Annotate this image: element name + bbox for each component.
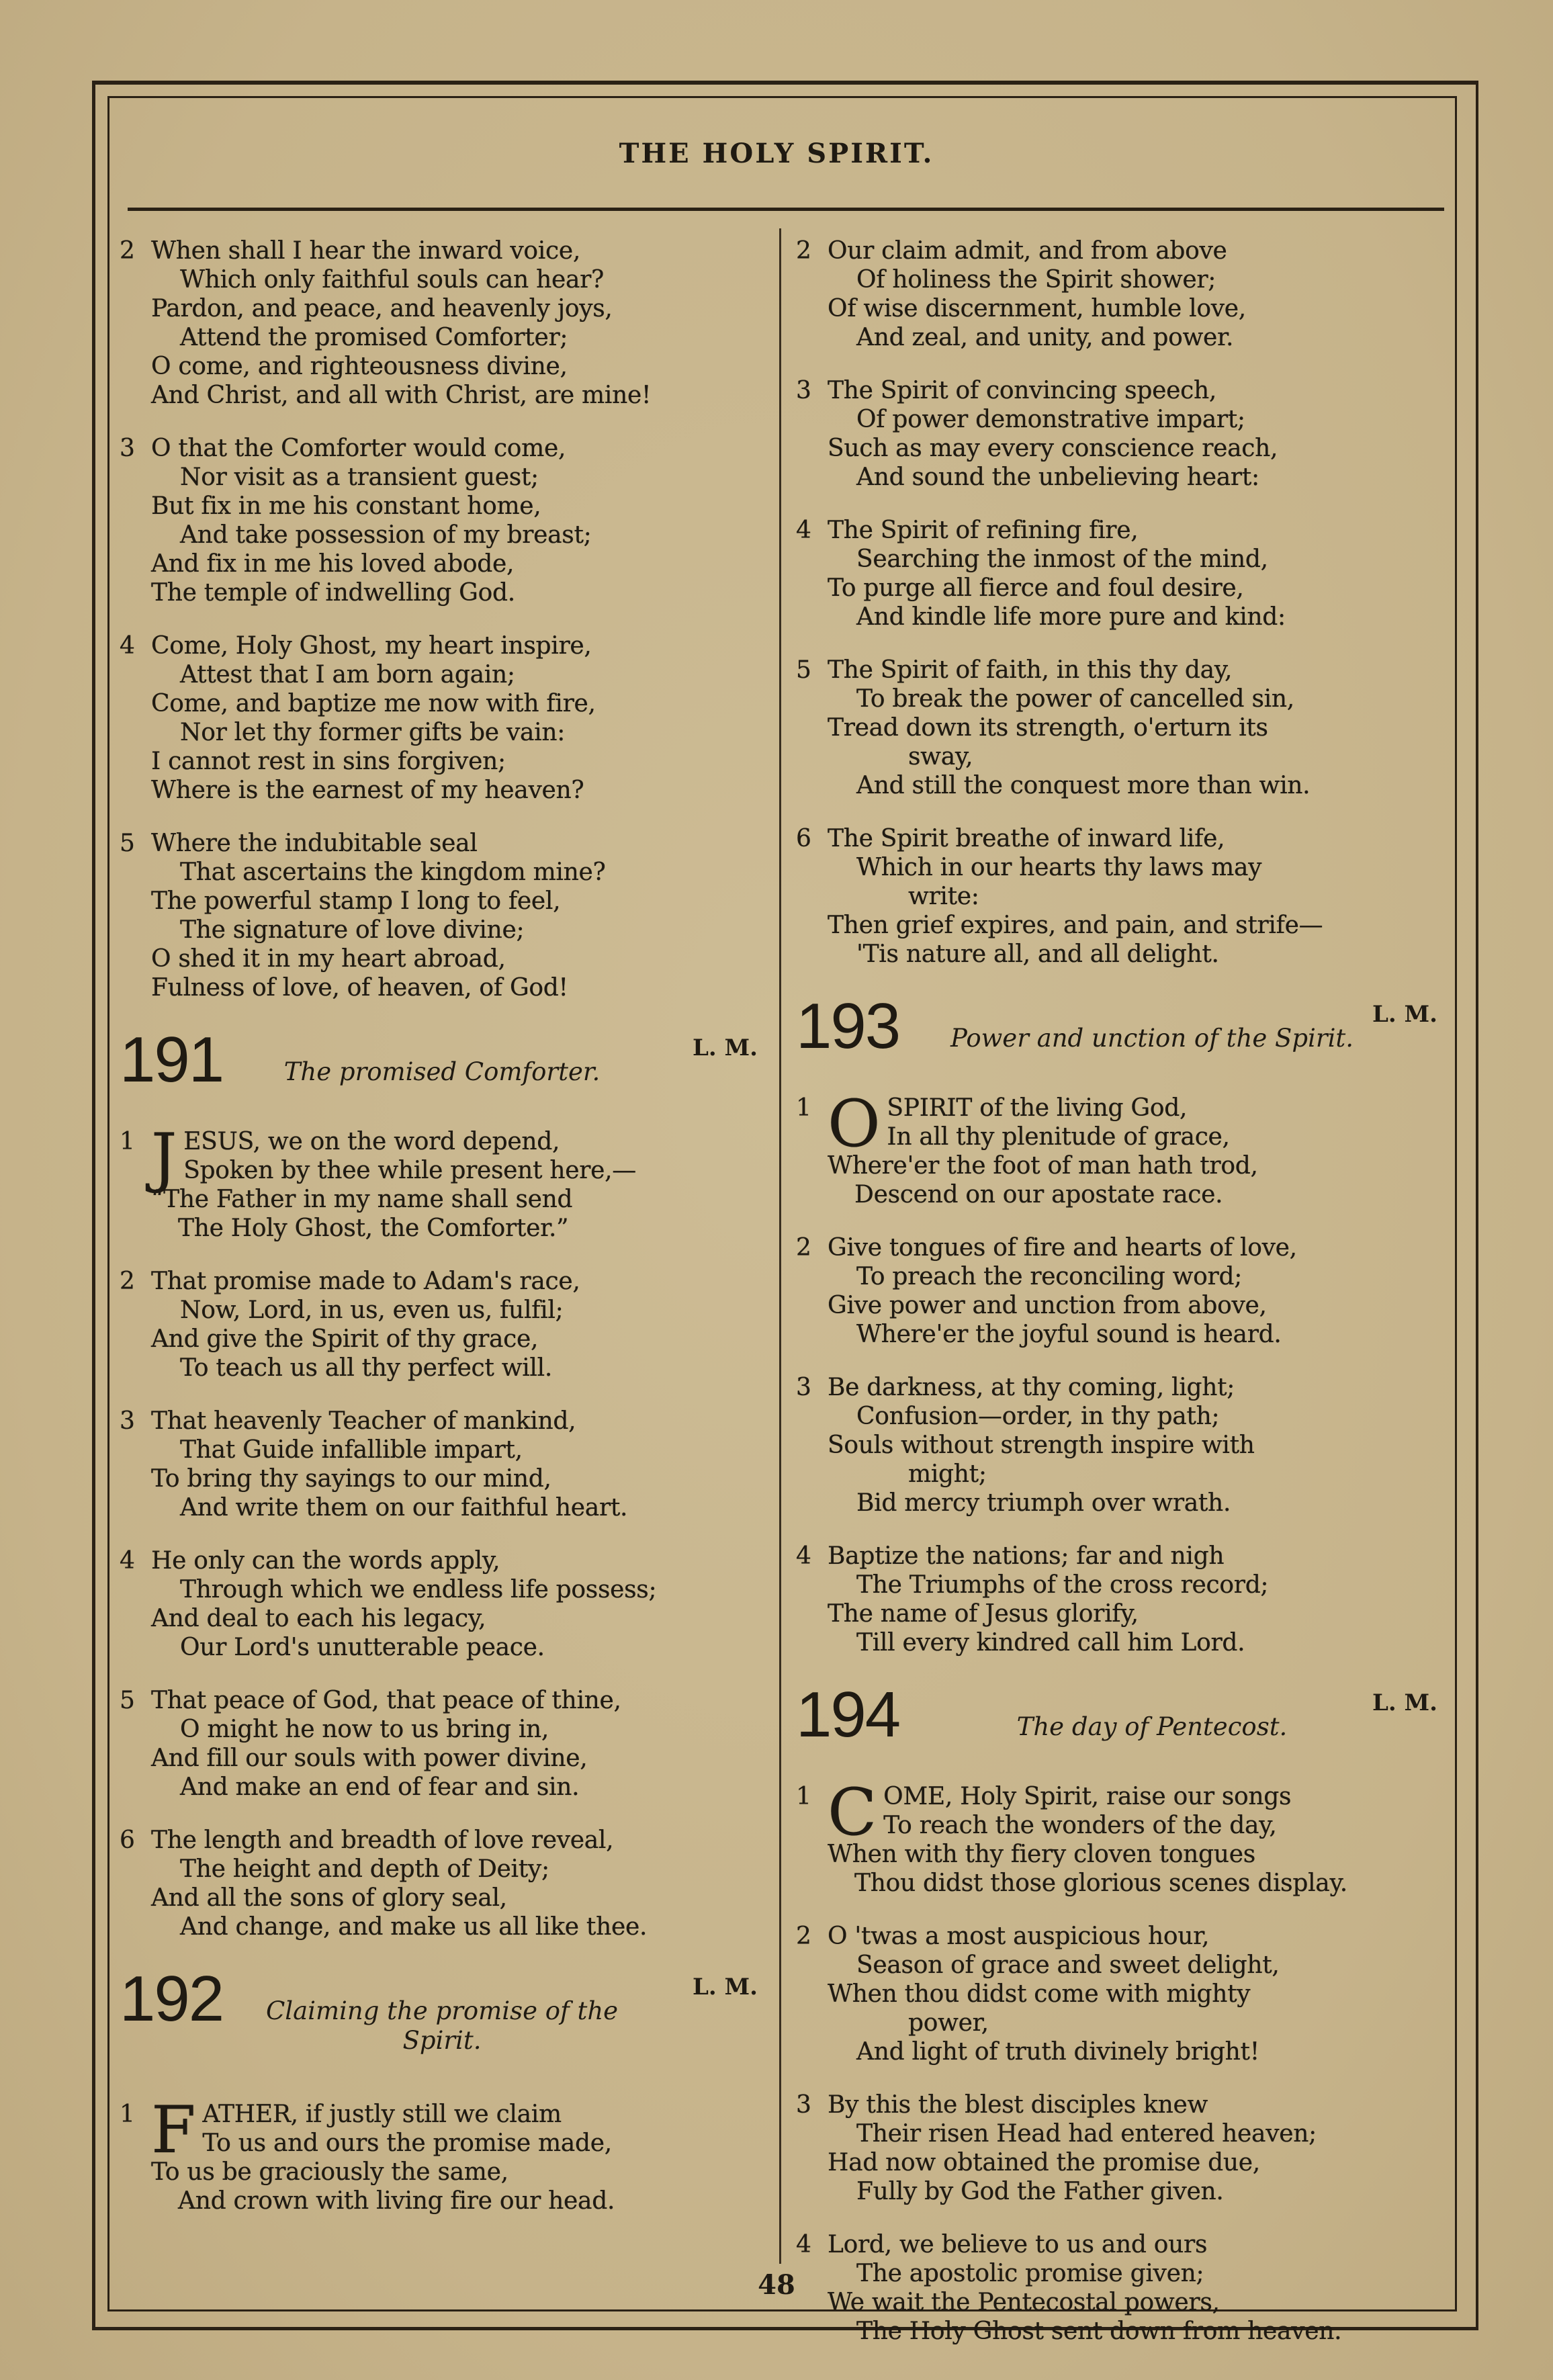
verse-line: Our Lord's unutterable peace.: [180, 1634, 545, 1661]
verse-line: Attend the promised Comforter;: [180, 324, 568, 351]
verse-line: Where the indubitable seal: [151, 830, 478, 857]
verse-line: Bid mercy triumph over wrath.: [856, 1489, 1231, 1517]
verse-line: We wait the Pentecostal powers,: [828, 2289, 1220, 2316]
verse-line: And take possession of my breast;: [180, 521, 592, 549]
verse-line: Spoken by thee while present here,—: [183, 1157, 637, 1184]
stanza: [120, 1267, 771, 1382]
verse-line: When shall I hear the inward voice,: [151, 237, 580, 265]
stanza: [796, 1233, 1451, 1349]
stanza-body: [151, 1826, 771, 1941]
verse-line: Season of grace and sweet delight,: [856, 1951, 1280, 1979]
verse-line: That peace of God, that peace of thine,: [151, 1687, 621, 1714]
stanza-body: [828, 824, 1451, 969]
hymn-title: Claiming the promise of the Spirit.: [265, 1996, 619, 2055]
stanza-number: 3: [796, 2091, 811, 2119]
verse-line: That ascertains the kingdom mine?: [180, 858, 606, 886]
verse-line: Till every kindred call him Lord.: [856, 1629, 1245, 1657]
hymn-header: [120, 1963, 771, 2100]
verse-line: The height and depth of Deity;: [180, 1855, 549, 1883]
verse-line: The length and breadth of love reveal,: [151, 1826, 614, 1854]
verse-line: The powerful stamp I long to feel,: [151, 887, 561, 915]
verse-line: Come, Holy Ghost, my heart inspire,: [151, 632, 592, 660]
stanza-body: [828, 1775, 1451, 1898]
verse-line: When with thy fiery cloven tongues: [828, 1841, 1255, 1868]
verse-line: Give tongues of fire and hearts of love,: [828, 1234, 1297, 1262]
stanza-body: [828, 376, 1451, 492]
stanza: [120, 2092, 771, 2215]
stanza-number: 1: [796, 1094, 811, 1122]
verse-line: Searching the inmost of the mind,: [856, 545, 1268, 573]
stanza: [120, 1407, 771, 1522]
stanza-body: [828, 1233, 1451, 1349]
stanza-body: [151, 1120, 771, 1243]
stanza-number: 4: [120, 1547, 135, 1575]
verse-line: And light of truth divinely bright!: [856, 2038, 1259, 2066]
hymn-number: 194: [796, 1679, 900, 1751]
verse-line: power,: [908, 2009, 989, 2037]
verse-line: And change, and make us all like thee.: [180, 1913, 648, 1941]
verse-line: Come, and baptize me now with fire,: [151, 690, 596, 717]
stanza-body: [828, 1086, 1451, 1209]
verse-line: ATHER, if justly still we claim: [202, 2101, 562, 2128]
verse-line: That promise made to Adam's race,: [151, 1268, 580, 1295]
title-rule: [128, 208, 1444, 211]
verse-line: I cannot rest in sins forgiven;: [151, 748, 506, 775]
drop-cap: O: [828, 1086, 881, 1161]
drop-cap: J: [151, 1120, 177, 1195]
verse-line: And deal to each his legacy,: [151, 1605, 486, 1632]
verse-line: And crown with living fire our head.: [178, 2187, 615, 2215]
left-column: [120, 236, 771, 2240]
verse-line: Nor let thy former gifts be vain:: [180, 719, 566, 746]
verse-line: Give power and unction from above,: [828, 1292, 1267, 1319]
verse-line: In all thy plenitude of grace,: [887, 1123, 1230, 1151]
verse-line: And fill our souls with power divine,: [151, 1745, 588, 1772]
stanza-number: 5: [120, 1687, 135, 1714]
verse-line: The Holy Ghost, the Comforter.”: [178, 1215, 569, 1242]
stanza: [796, 236, 1451, 352]
verse-line: To teach us all thy perfect will.: [180, 1354, 552, 1382]
verse-line: And all the sons of glory seal,: [151, 1884, 507, 1912]
verse-line: Lord, we believe to us and ours: [828, 2231, 1208, 2258]
right-column: [796, 236, 1451, 2370]
verse-line: Then grief expires, and pain, and strife—: [828, 912, 1323, 939]
stanza: [120, 434, 771, 607]
verse-line: Be darkness, at thy coming, light;: [828, 1374, 1235, 1401]
verse-line: The name of Jesus glorify,: [828, 1600, 1139, 1628]
stanza-body: [151, 1686, 771, 1802]
verse-line: By this the blest disciples knew: [828, 2091, 1208, 2119]
verse-line: To break the power of cancelled sin,: [856, 685, 1294, 713]
stanza: [796, 824, 1451, 969]
stanza-number: 1: [796, 1783, 811, 1810]
stanza: [796, 1373, 1451, 1517]
stanza: [796, 1086, 1451, 1209]
stanza-body: [151, 1546, 771, 1662]
stanza-body: [151, 1407, 771, 1522]
verse-line: Fulness of love, of heaven, of God!: [151, 974, 568, 1002]
verse-line: Of wise discernment, humble love,: [828, 295, 1246, 322]
stanza-number: 4: [120, 632, 135, 660]
hymn-header: [796, 990, 1451, 1094]
hymn-title: The promised Comforter.: [283, 1057, 601, 1086]
verse-line: To reach the wonders of the day,: [883, 1812, 1277, 1839]
stanza: [120, 1826, 771, 1941]
verse-line: To us be graciously the same,: [151, 2158, 508, 2186]
verse-line: sway,: [908, 743, 973, 770]
verse-line: That Guide infallible impart,: [180, 1436, 523, 1464]
verse-line: Of holiness the Spirit shower;: [856, 266, 1216, 294]
verse-line: Through which we endless life possess;: [180, 1576, 657, 1603]
verse-line: The Spirit breathe of inward life,: [828, 825, 1225, 852]
stanza: [796, 376, 1451, 492]
verse-line: Which in our hearts thy laws may: [856, 854, 1262, 881]
stanza-body: [828, 1373, 1451, 1517]
stanza-body: [828, 1542, 1451, 1657]
drop-cap: F: [151, 2092, 196, 2168]
stanza-body: [828, 516, 1451, 631]
stanza-number: 3: [120, 1407, 135, 1435]
stanza: [796, 1775, 1451, 1898]
stanza: [796, 2090, 1451, 2206]
page-title: THE HOLY SPIRIT.: [619, 138, 934, 169]
verse-line: When thou didst come with mighty: [828, 1980, 1251, 2008]
verse-line: To us and ours the promise made,: [202, 2129, 612, 2157]
verse-line: Our claim admit, and from above: [828, 237, 1227, 265]
stanza: [120, 631, 771, 805]
hymn-header: [120, 1026, 771, 1127]
verse-line: And sound the unbelieving heart:: [856, 464, 1259, 491]
drop-cap: C: [828, 1775, 877, 1850]
verse-line: Tread down its strength, o'erturn its: [828, 714, 1268, 742]
verse-line: O that the Comforter would come,: [151, 435, 566, 462]
verse-line: And fix in me his loved abode,: [151, 550, 515, 578]
stanza-number: 4: [796, 517, 811, 544]
hymn-title: Power and unction of the Spirit.: [950, 1024, 1354, 1053]
verse-line: Descend on our apostate race.: [854, 1181, 1223, 1208]
stanza: [120, 829, 771, 1002]
stanza-number: 3: [120, 435, 135, 462]
verse-line: That heavenly Teacher of mankind,: [151, 1407, 576, 1435]
hymn-number: 192: [120, 1963, 224, 2035]
verse-line: The apostolic promise given;: [856, 2260, 1204, 2287]
stanza: [796, 1922, 1451, 2066]
verse-line: Now, Lord, in us, even us, fulfil;: [180, 1296, 564, 1324]
stanza-body: [151, 236, 771, 410]
stanza-number: 4: [796, 1542, 811, 1570]
stanza: [120, 1546, 771, 1662]
verse-line: Where is the earnest of my heaven?: [151, 777, 584, 804]
stanza-number: 1: [120, 2101, 135, 2128]
hymn-header: [796, 1681, 1451, 1782]
verse-line: Baptize the nations; far and nigh: [828, 1542, 1225, 1570]
stanza-body: [151, 434, 771, 607]
verse-line: But fix in me his constant home,: [151, 492, 541, 520]
verse-line: The Holy Ghost sent down from heaven.: [856, 2318, 1342, 2345]
verse-line: And kindle life more pure and kind:: [856, 603, 1286, 631]
hymn-meter: L. M.: [1372, 1001, 1437, 1028]
verse-line: To purge all fierce and foul desire,: [828, 574, 1244, 602]
verse-line: O might he now to us bring in,: [180, 1716, 549, 1743]
stanza-body: [828, 656, 1451, 800]
stanza-number: 5: [120, 830, 135, 857]
stanza-number: 6: [796, 825, 811, 852]
verse-line: Thou didst those glorious scenes display.: [854, 1869, 1347, 1897]
verse-line: Attest that I am born again;: [180, 661, 515, 689]
stanza: [120, 1120, 771, 1243]
stanza-number: 1: [120, 1128, 135, 1155]
stanza: [796, 1542, 1451, 1657]
stanza-number: 2: [120, 237, 135, 265]
verse-line: O come, and righteousness divine,: [151, 353, 568, 380]
verse-line: might;: [908, 1460, 987, 1488]
hymn-meter: L. M.: [1372, 1689, 1437, 1716]
verse-line: And give the Spirit of thy grace,: [151, 1325, 539, 1353]
verse-line: Such as may every conscience reach,: [828, 435, 1278, 462]
page-number: 48: [758, 2269, 795, 2301]
verse-line: write:: [908, 883, 979, 910]
stanza-body: [828, 236, 1451, 352]
verse-line: And zeal, and unity, and power.: [856, 324, 1234, 351]
stanza: [120, 1686, 771, 1802]
stanza-number: 3: [796, 1374, 811, 1401]
verse-line: Confusion—order, in thy path;: [856, 1403, 1220, 1430]
hymn-number: 193: [796, 990, 900, 1062]
verse-line: OME, Holy Spirit, raise our songs: [883, 1783, 1292, 1810]
verse-line: The Spirit of convincing speech,: [828, 377, 1216, 404]
stanza-body: [151, 1267, 771, 1382]
verse-line: And write them on our faithful heart.: [180, 1494, 628, 1522]
verse-line: The Spirit of faith, in this thy day,: [828, 656, 1233, 684]
verse-line: The temple of indwelling God.: [151, 579, 515, 607]
verse-line: The Triumphs of the cross record;: [856, 1571, 1269, 1599]
hymn-number: 191: [120, 1024, 224, 1096]
verse-line: Souls without strength inspire with: [828, 1431, 1255, 1459]
verse-line: And make an end of fear and sin.: [180, 1773, 580, 1801]
stanza-number: 6: [120, 1826, 135, 1854]
verse-line: The signature of love divine;: [180, 916, 525, 944]
verse-line: Fully by God the Father given.: [856, 2178, 1224, 2205]
stanza-body: [151, 2092, 771, 2215]
stanza-number: 5: [796, 656, 811, 684]
verse-line: SPIRIT of the living God,: [887, 1094, 1188, 1122]
verse-line: Of power demonstrative impart;: [856, 406, 1245, 433]
verse-line: To bring thy sayings to our mind,: [151, 1465, 551, 1493]
hymn-meter: L. M.: [692, 1974, 758, 2000]
stanza-body: [828, 2090, 1451, 2206]
verse-line: And still the conquest more than win.: [856, 772, 1311, 799]
stanza-number: 4: [796, 2231, 811, 2258]
stanza-number: 2: [796, 1234, 811, 1262]
verse-line: O shed it in my heart abroad,: [151, 945, 506, 973]
hymn-meter: L. M.: [692, 1034, 758, 1061]
verse-line: The Spirit of refining fire,: [828, 517, 1139, 544]
verse-line: 'Tis nature all, and all delight.: [856, 940, 1219, 968]
stanza-number: 2: [120, 1268, 135, 1295]
stanza-body: [828, 1922, 1451, 2066]
verse-line: Nor visit as a transient guest;: [180, 464, 539, 491]
verse-line: ESUS, we on the word depend,: [183, 1128, 560, 1155]
verse-line: Had now obtained the promise due,: [828, 2149, 1260, 2176]
verse-line: To preach the reconciling word;: [856, 1263, 1243, 1290]
hymn-title: The day of Pentecost.: [1016, 1712, 1288, 1741]
stanza: [796, 656, 1451, 800]
verse-line: Pardon, and peace, and heavenly joys,: [151, 295, 613, 322]
verse-line: And Christ, and all with Christ, are mine!: [151, 382, 652, 409]
stanza-body: [151, 631, 771, 805]
stanza: [796, 516, 1451, 631]
verse-line: Where'er the foot of man hath trod,: [828, 1152, 1258, 1180]
verse-line: O 'twas a most auspicious hour,: [828, 1923, 1210, 1950]
stanza: [120, 236, 771, 410]
verse-line: Their risen Head had entered heaven;: [856, 2120, 1317, 2148]
verse-line: Where'er the joyful sound is heard.: [856, 1321, 1282, 1348]
stanza-number: 2: [796, 1923, 811, 1950]
stanza-number: 2: [796, 237, 811, 265]
stanza-number: 3: [796, 377, 811, 404]
verse-line: He only can the words apply,: [151, 1547, 500, 1575]
verse-line: “The Father in my name shall send: [151, 1186, 573, 1213]
stanza-body: [151, 829, 771, 1002]
column-divider: [779, 228, 781, 2264]
verse-line: Which only faithful souls can hear?: [180, 266, 605, 294]
